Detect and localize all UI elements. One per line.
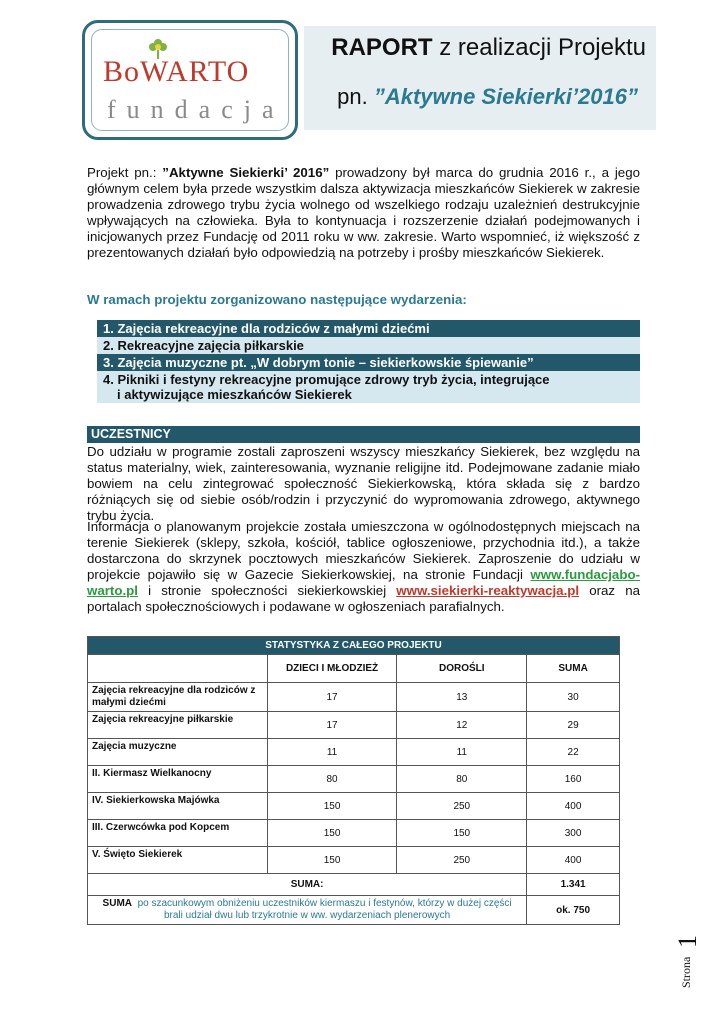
row-kids: 150	[267, 820, 397, 847]
header-empty-cell	[88, 655, 268, 683]
stats-table	[87, 636, 620, 925]
table-row	[88, 712, 620, 739]
sum-value: 1.341	[527, 874, 620, 896]
report-title	[331, 34, 646, 62]
row-label: V. Święto Siekierek	[88, 847, 268, 874]
event-item-line1: 4. Pikniki i festyny rekreacyjne promujące zdrowy tryb życia, integrujące	[103, 372, 550, 387]
events-list	[97, 320, 640, 403]
row-label: II. Kiermasz Wielkanocny	[88, 766, 268, 793]
row-adults: 150	[397, 820, 527, 847]
row-adults: 11	[397, 739, 527, 766]
event-item: 3. Zajęcia muzyczne pt. „W dobrym tonie – siekierkowskie śpiewanie”	[97, 354, 640, 371]
project-name-prefix: pn.	[337, 84, 374, 109]
page-word: Strona	[679, 956, 693, 988]
page-number	[672, 930, 702, 990]
row-kids: 11	[267, 739, 397, 766]
title-panel	[304, 26, 656, 130]
estimate-value: ok. 750	[527, 896, 620, 925]
logo	[82, 20, 298, 140]
header-adults: DOROŚLI	[397, 655, 527, 683]
row-label: Zajęcia rekreacyjne dla rodziców z małymi dziećmi	[88, 683, 268, 712]
participants-paragraph-1: Do udziału w programie zostali zaproszeni wszyscy mieszkańcy Siekierek, bez względu na status materialny, wiek, zainteresowania, wyznanie religijne itd. Podejmowane zadanie miało bowiem na celu zintegrować społeczność Siekierkowską, która składa się z bardzo różniących się od siebie osób/rodzin i przyczynić do wypromowania zdrowego, aktywnego trybu życia.	[87, 444, 640, 523]
participants-text-b: i stronie społeczności siekierkowskiej	[137, 582, 397, 598]
table-row	[88, 766, 620, 793]
sum-label: SUMA:	[88, 874, 527, 896]
project-name-title	[337, 84, 638, 110]
event-item	[97, 371, 640, 403]
intro-lead: Projekt pn.:	[87, 165, 163, 180]
row-kids: 17	[267, 712, 397, 739]
row-adults: 80	[397, 766, 527, 793]
intro-text: prowadzony był marca do grudnia 2016 r., a jego głównym celem była przede wszystkim dalsza aktywizacja mieszkańców Siekierek w zakresie prowadzenia zdrowego trybu życia wolnego od wszelkiego rodzaju uzależnień destrukcyjnie wpływających na człowieka. Była to kontynuacja i rozszerzenie działań podejmowanych i inicjowanych przez Fundację od 2011 roku w ww. zakresie. Warto wspomnieć, iż większość z prezentowanych działań było odpowiedzią na potrzeby i prośby mieszkańców Siekierek.	[87, 165, 640, 260]
row-sum: 400	[527, 847, 620, 874]
participants-heading: UCZESTNICY	[87, 426, 640, 443]
row-label: III. Czerwcówka pod Kopcem	[88, 820, 268, 847]
event-item: 1. Zajęcia rekreacyjne dla rodziców z małymi dziećmi	[97, 320, 640, 337]
row-sum: 400	[527, 793, 620, 820]
header-sum: SUMA	[527, 655, 620, 683]
intro-paragraph	[87, 165, 640, 260]
logo-subtitle: fundacja	[107, 95, 285, 124]
participants-paragraph-2	[87, 519, 640, 614]
row-sum: 29	[527, 712, 620, 739]
intro-project-name: ”Aktywne Siekierki’ 2016”	[162, 165, 330, 180]
event-item-line2: i aktywizujące mieszkańców Siekierek	[117, 387, 352, 402]
logo-name: BoWARTO	[103, 55, 250, 88]
table-row	[88, 847, 620, 874]
table-row	[88, 739, 620, 766]
header-kids: DZIECI I MŁODZIEŻ	[267, 655, 397, 683]
row-label: IV. Siekierkowska Majówka	[88, 793, 268, 820]
project-name: ”Aktywne Siekierki’2016”	[373, 84, 638, 109]
report-title-rest: z realizacji Projektu	[432, 34, 646, 61]
row-adults: 12	[397, 712, 527, 739]
row-label: Zajęcia rekreacyjne piłkarskie	[88, 712, 268, 739]
estimate-label: SUMA	[102, 898, 132, 909]
row-adults: 250	[397, 847, 527, 874]
estimate-note	[88, 896, 527, 925]
foundation-link[interactable]: www.fundacjabo-warto.pl	[87, 566, 640, 598]
event-item: 2. Rekreacyjne zajęcia piłkarskie	[97, 337, 640, 354]
table-row	[88, 793, 620, 820]
participants-text-c: oraz na portalach społecznościowych i podawane w ogłoszeniach parafialnych.	[87, 582, 641, 614]
row-sum: 300	[527, 820, 620, 847]
row-adults: 13	[397, 683, 527, 712]
participants-text-a: Informacja o planowanym projekcie została umieszczona w ogólnodostępnych miejscach na terenie Siekierek (sklepy, szkoła, kościół, tablice ogłoszeniowe, przychodnia itd.), a także dostarczona do skrzynek pocztowych mieszkańców Siekierek. Zaproszenie do udziału w projekcie pojawiło się w Gazecie Siekierkowskiej, na stronie Fundacji	[87, 519, 640, 582]
stats-caption: STATYSTYKA Z CAŁEGO PROJEKTU	[88, 637, 620, 655]
page-digit: 1	[673, 935, 702, 948]
report-title-bold: RAPORT	[331, 34, 433, 61]
sum-row	[88, 874, 620, 896]
estimate-row	[88, 896, 620, 925]
table-row	[88, 820, 620, 847]
row-label: Zajęcia muzyczne	[88, 739, 268, 766]
row-kids: 17	[267, 683, 397, 712]
row-kids: 150	[267, 793, 397, 820]
community-link[interactable]: www.siekierki-reaktywacja.pl	[396, 582, 580, 598]
estimate-text: po szacunkowym obniżeniu uczestników kiermaszu i festynów, którzy w dużej części brali udział dwu lub trzykrotnie w ww. wydarzeniach plenerowych	[137, 898, 512, 921]
row-kids: 80	[267, 766, 397, 793]
row-sum: 30	[527, 683, 620, 712]
row-sum: 160	[527, 766, 620, 793]
events-heading: W ramach projektu zorganizowano następujące wydarzenia:	[87, 292, 467, 307]
row-adults: 250	[397, 793, 527, 820]
row-kids: 150	[267, 847, 397, 874]
table-row	[88, 683, 620, 712]
row-sum: 22	[527, 739, 620, 766]
